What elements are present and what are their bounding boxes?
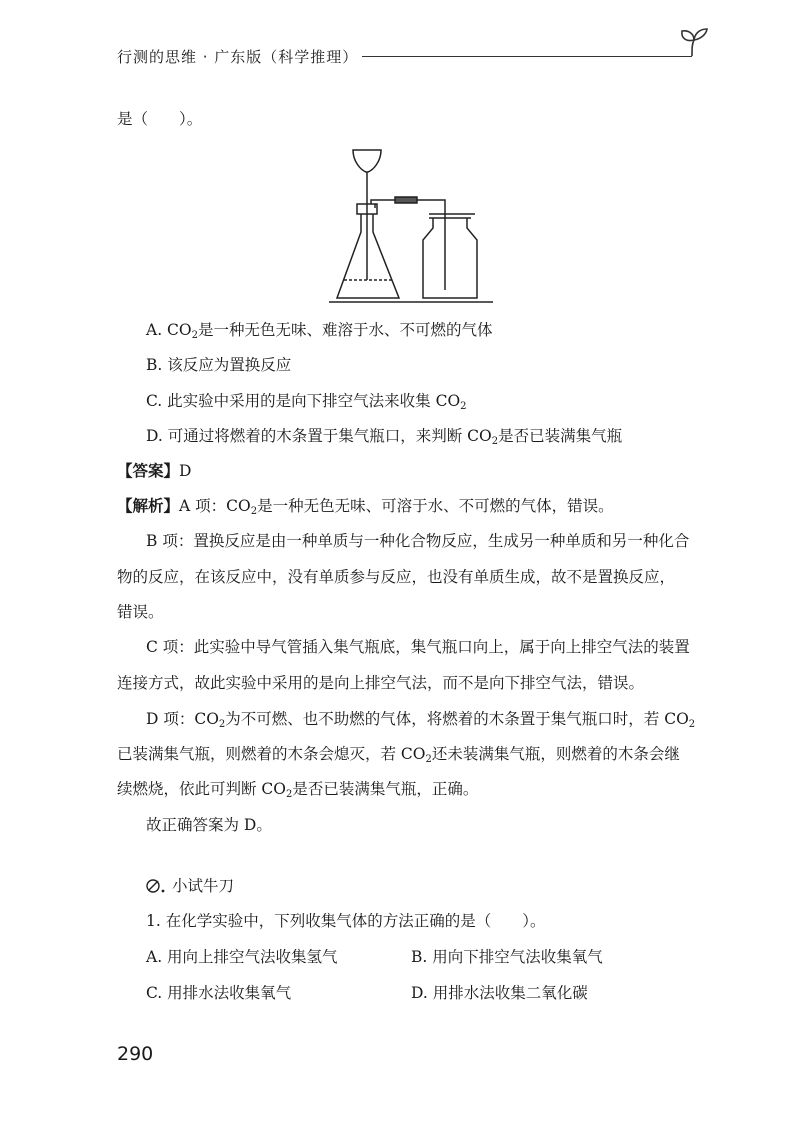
practice-option-a: A. 用向上排空气法收集氢气 <box>146 948 338 966</box>
practice-heading <box>146 875 234 897</box>
analysis-c-line1: C 项：此实验中导气管插入集气瓶底，集气瓶口向上，属于向上排空气法的装置 <box>146 638 690 656</box>
option-b: B. 该反应为置换反应 <box>146 356 292 374</box>
page-number: 290 <box>117 1043 154 1065</box>
analysis-c-line2: 连接方式，故此实验中采用的是向上排空气法，而不是向下排空气法，错误。 <box>117 674 645 692</box>
analysis-d-line1: D 项：$CO_2$为不可燃、也不助燃的气体，将燃着的木条置于集气瓶口时，若 $CO_2$ <box>146 710 696 730</box>
answer-label: 【答案】 <box>117 461 180 480</box>
sprout-icon <box>678 26 718 56</box>
answer-line <box>117 460 191 482</box>
analysis-a: 【解析】A 项：$CO_2$是一种无色无味、可溶于水、不可燃的气体，错误。 <box>117 496 614 517</box>
header-rule <box>362 56 692 57</box>
answer-value: D <box>179 462 192 480</box>
pencil-circle-icon <box>146 878 168 894</box>
analysis-b-line1: B 项：置换反应是由一种单质与一种化合物反应，生成另一种单质和另一种化合 <box>146 532 690 550</box>
gas-collection-apparatus-figure <box>325 140 495 305</box>
practice-option-d: D. 用排水法收集二氧化碳 <box>411 984 588 1002</box>
analysis-b-line3: 错误。 <box>117 603 164 621</box>
analysis-d-line3: 续燃烧，依此可判断 $CO_2$是否已装满集气瓶，正确。 <box>117 780 479 800</box>
option-c: C. 此实验中采用的是向下排空气法来收集 $CO_2$ <box>146 392 467 412</box>
practice-question-1: 1. 在化学实验中，下列收集气体的方法正确的是（ ）。 <box>146 912 546 930</box>
analysis-conclusion: 故正确答案为 D。 <box>146 816 272 834</box>
question-stem-tail: 是（ ）。 <box>117 110 203 128</box>
practice-option-b: B. 用向下排空气法收集氧气 <box>411 948 603 966</box>
analysis-b-line2: 物的反应，在该反应中，没有单质参与反应，也没有单质生成，故不是置换反应， <box>117 568 676 586</box>
analysis-d-line2: 已装满集气瓶，则燃着的木条会熄灭，若 $CO_2$还未装满集气瓶，则燃着的木条会继 <box>117 745 680 765</box>
running-header: 行测的思维 · 广东版（科学推理） <box>117 48 359 66</box>
practice-title: 小试牛刀 <box>172 877 235 895</box>
practice-option-c: C. 用排水法收集氧气 <box>146 984 292 1002</box>
option-d: D. 可通过将燃着的木条置于集气瓶口，来判断 $CO_2$是否已装满集气瓶 <box>146 427 623 447</box>
option-a: A. $CO_2$是一种无色无味、难溶于水、不可燃的气体 <box>146 321 493 341</box>
